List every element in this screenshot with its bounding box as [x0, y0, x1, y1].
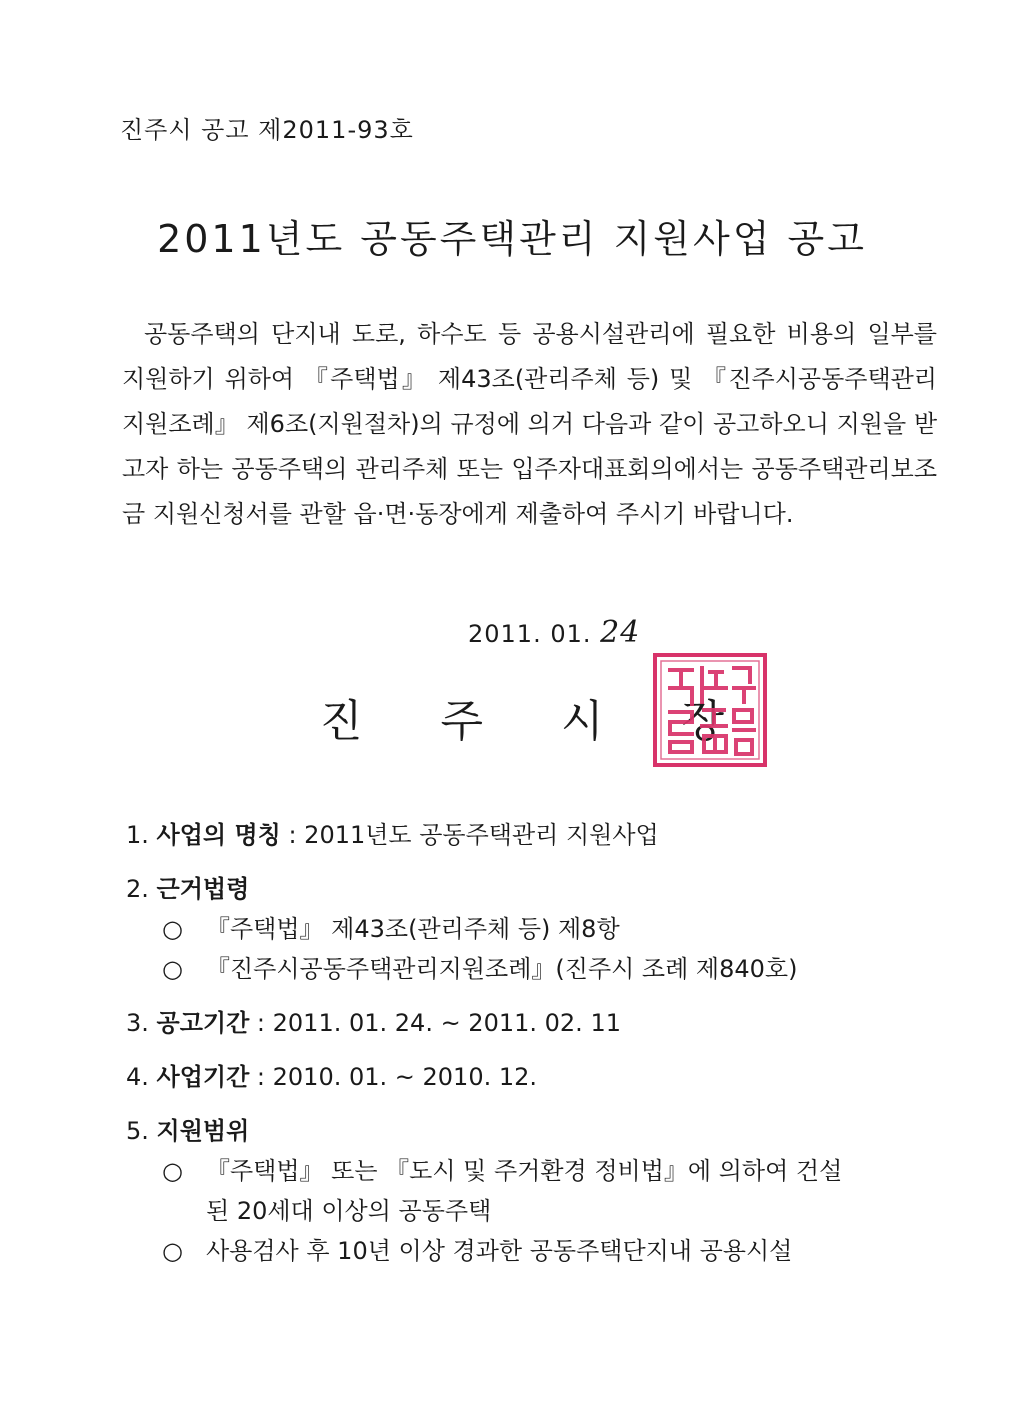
item-value: 2011. 01. 24. ~ 2011. 02. 11	[272, 1009, 621, 1037]
circle-bullet-icon: ○	[162, 1237, 183, 1265]
item-line	[126, 1057, 946, 1097]
item-label: 사업기간	[156, 1063, 250, 1091]
item-label: 지원범위	[156, 1117, 250, 1145]
item-number: 2.	[126, 875, 149, 903]
sub-item-text: 『진주시공동주택관리지원조례』(진주시 조례 제840호)	[206, 955, 798, 983]
date-printed: 2011. 01.	[468, 620, 601, 648]
sub-item	[126, 1231, 946, 1271]
item-line	[126, 815, 946, 855]
item-number: 3.	[126, 1009, 149, 1037]
item-business-name	[126, 815, 946, 855]
item-value: 2010. 01. ~ 2010. 12.	[272, 1063, 538, 1091]
item-label: 근거법령	[156, 875, 250, 903]
sub-item	[126, 909, 946, 949]
item-number: 5.	[126, 1117, 149, 1145]
issuer-name: 진주시장	[320, 696, 803, 747]
circle-bullet-icon: ○	[162, 915, 183, 943]
item-separator: :	[249, 1009, 273, 1037]
sub-item-text: 『주택법』 제43조(관리주체 등) 제8항	[206, 915, 620, 943]
item-project-period	[126, 1057, 946, 1097]
notice-date	[468, 615, 640, 650]
item-line	[126, 869, 946, 909]
body-paragraph: 공동주택의 단지내 도로, 하수도 등 공용시설관리에 필요한 비용의 일부를 지원하기 위하여 『주택법』 제43조(관리주체 등) 및 『진주시공동주택관리지원조례』 제6조(지원절차)의 규정에 의거 다음과 같이 공고하오니 지원을 받고자 하는 공동주택의 관리주체 또는 입주자대표회의에서는 공동주택관리보조금 지원신청서를 관할 읍·면·동장에게 제출하여 주시기 바랍니다.	[122, 320, 937, 528]
item-value: 2011년도 공동주택관리 지원사업	[304, 821, 659, 849]
item-number: 1.	[126, 821, 149, 849]
circle-bullet-icon: ○	[162, 1157, 183, 1185]
item-line	[126, 1111, 946, 1151]
sub-item-text: 『주택법』 또는 『도시 및 주거환경 정비법』에 의하여 건설	[206, 1157, 843, 1185]
item-support-scope	[126, 1111, 946, 1271]
date-handwritten-day: 24	[600, 615, 641, 650]
sub-item-text: 사용검사 후 10년 이상 경과한 공동주택단지내 공용시설	[206, 1237, 793, 1265]
circle-bullet-icon: ○	[162, 955, 183, 983]
item-legal-basis	[126, 869, 946, 989]
item-label: 사업의 명칭	[156, 821, 281, 849]
item-number: 4.	[126, 1063, 149, 1091]
item-notice-period	[126, 1003, 946, 1043]
item-separator: :	[249, 1063, 273, 1091]
item-list	[126, 815, 946, 1271]
sub-item	[126, 1151, 946, 1191]
sub-item	[126, 949, 946, 989]
notice-number: 진주시 공고 제2011-93호	[120, 116, 414, 144]
seal-glyphs	[670, 668, 754, 754]
sub-item-continuation: 된 20세대 이상의 공동주택	[206, 1197, 492, 1225]
item-separator: :	[280, 821, 305, 849]
document-title: 2011년도 공동주택관리 지원사업 공고	[157, 217, 867, 261]
official-seal-stamp	[652, 652, 768, 768]
item-line	[126, 1003, 946, 1043]
item-label: 공고기간	[156, 1009, 250, 1037]
